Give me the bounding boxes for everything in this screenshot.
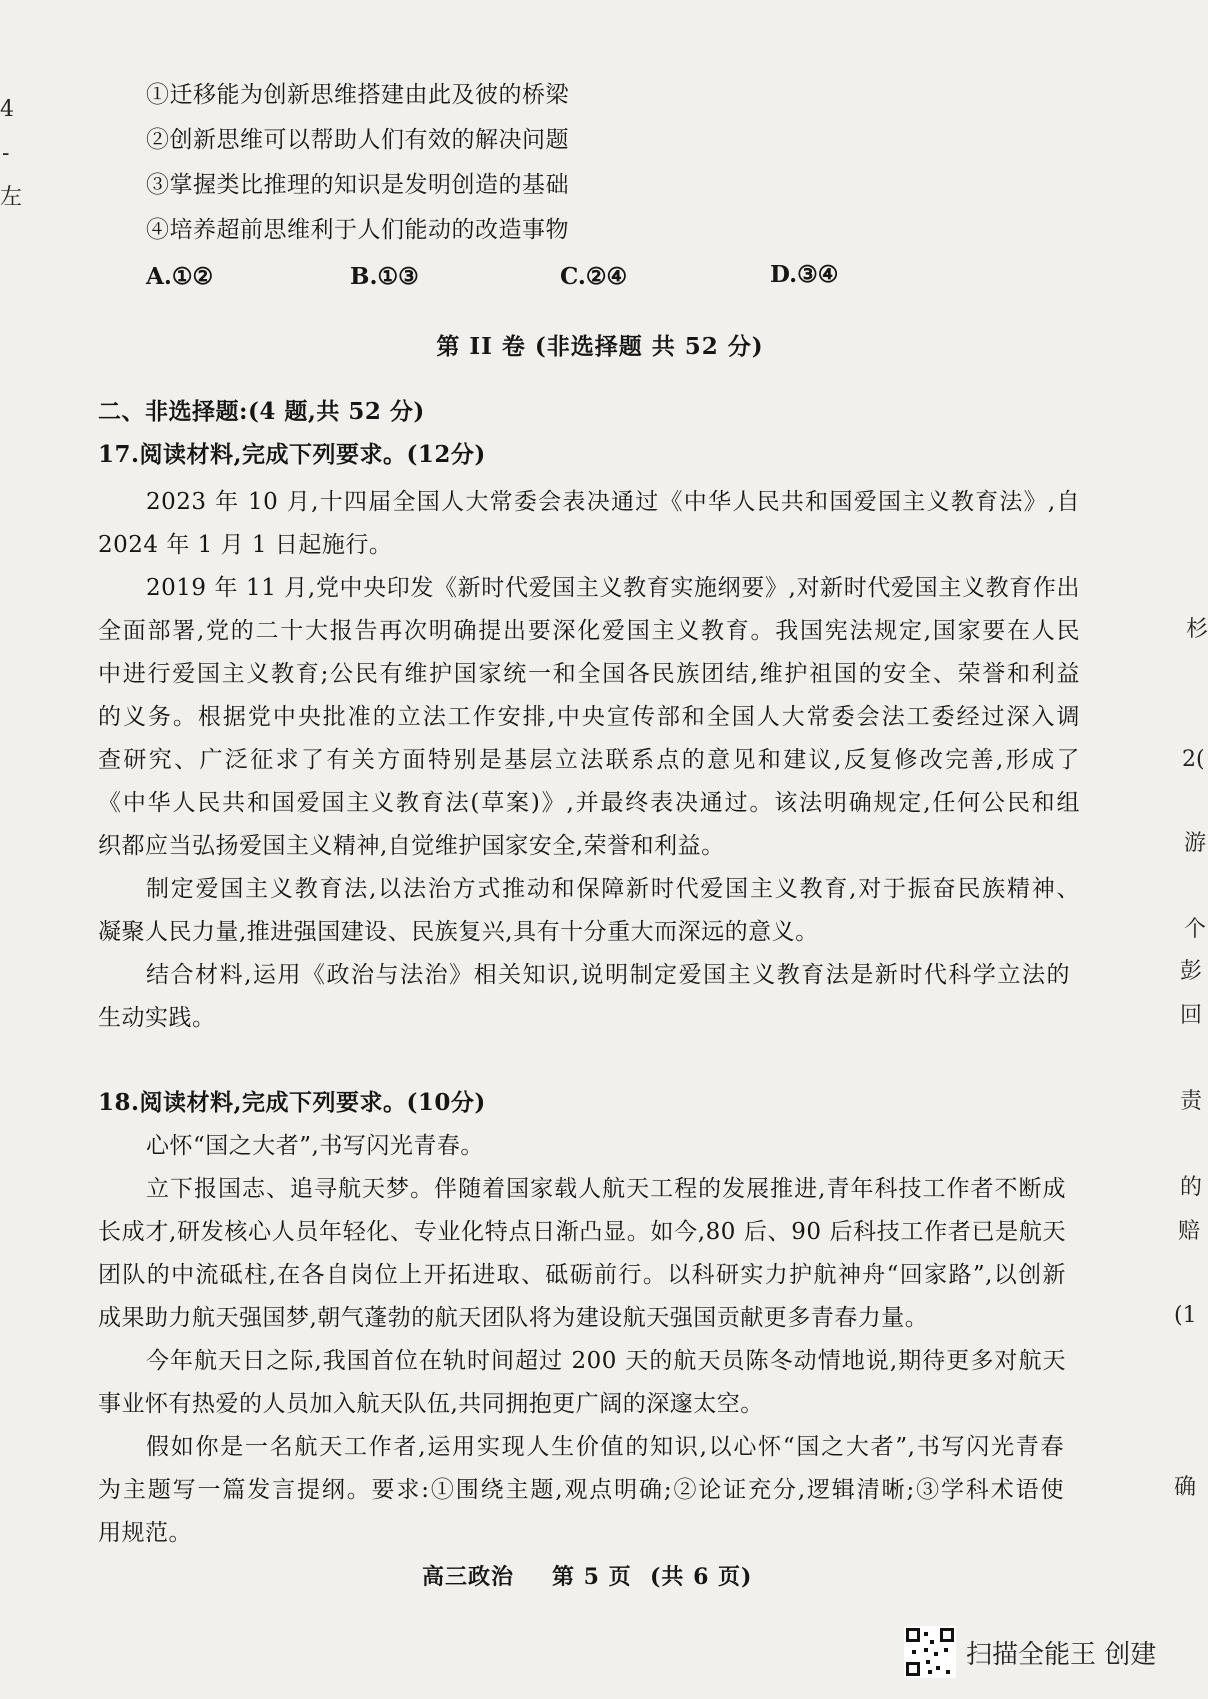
q18-line: 团队的中流砥柱,在各自岗位上开拓进取、砥砺前行。以科研实力护航神舟“回家路”,以创新 bbox=[98, 1262, 1066, 1288]
qr-code-icon bbox=[904, 1626, 956, 1678]
q18-question: 用规范。 bbox=[98, 1520, 192, 1546]
q17-question: 结合材料,运用《政治与法治》相关知识,说明制定爱国主义教育法是新时代科学立法的 bbox=[146, 962, 1070, 988]
q17-line: 查研究、广泛征求了有关方面特别是基层立法联系点的意见和建议,反复修改完善,形成了 bbox=[98, 747, 1080, 773]
option-c: C.②④ bbox=[560, 263, 628, 290]
q17-line: 2019 年 11 月,党中央印发《新时代爱国主义教育实施纲要》,对新时代爱国主义教育作出 bbox=[146, 575, 1080, 601]
left-edge-fragment: 左 bbox=[0, 185, 23, 210]
q18-question: 为主题写一篇发言提纲。要求:①围绕主题,观点明确;②论证充分,逻辑清晰;③学科术语使 bbox=[98, 1477, 1064, 1503]
statement-2: ②创新思维可以帮助人们有效的解决问题 bbox=[146, 127, 569, 153]
right-edge-fragment: (1 bbox=[1174, 1303, 1197, 1328]
section-title: 二、非选择题:(4 题,共 52 分) bbox=[98, 398, 425, 425]
right-edge-fragment: 2( bbox=[1182, 747, 1205, 772]
right-edge-fragment: 彭 bbox=[1180, 959, 1203, 984]
option-a: A.①② bbox=[146, 263, 214, 290]
q18-theme: 心怀“国之大者”,书写闪光青春。 bbox=[146, 1133, 484, 1159]
q17-line: 的义务。根据党中央批准的立法工作安排,中央宣传部和全国人大常委会法工委经过深入调 bbox=[98, 704, 1080, 730]
option-b: B.①③ bbox=[350, 263, 419, 290]
q17-line: 制定爱国主义教育法,以法治方式推动和保障新时代爱国主义教育,对于振奋民族精神、 bbox=[146, 876, 1080, 902]
q18-line: 立下报国志、追寻航天梦。伴随着国家载人航天工程的发展推进,青年科技工作者不断成 bbox=[146, 1176, 1066, 1202]
q17-line: 2023 年 10 月,十四届全国人大常委会表决通过《中华人民共和国爱国主义教育法》,自 bbox=[146, 489, 1080, 515]
q17-title: 17.阅读材料,完成下列要求。(12分) bbox=[98, 441, 486, 468]
q17-line: 凝聚人民力量,推进强国建设、民族复兴,具有十分重大而深远的意义。 bbox=[98, 919, 819, 945]
footer-page: 第 5 页 bbox=[552, 1564, 632, 1590]
q18-line: 事业怀有热爱的人员加入航天队伍,共同拥抱更广阔的深邃太空。 bbox=[98, 1391, 764, 1417]
q17-line: 织都应当弘扬爱国主义精神,自觉维护国家安全,荣誉和利益。 bbox=[98, 833, 725, 859]
left-edge-fragment: 4 bbox=[0, 97, 14, 122]
q18-title: 18.阅读材料,完成下列要求。(10分) bbox=[98, 1089, 486, 1116]
q18-line: 成果助力航天强国梦,朝气蓬勃的航天团队将为建设航天强国贡献更多青春力量。 bbox=[98, 1305, 929, 1331]
right-edge-fragment: 的 bbox=[1180, 1175, 1203, 1200]
q18-line: 长成才,研发核心人员年轻化、专业化特点日渐凸显。如今,80 后、90 后科技工作者已是航天 bbox=[98, 1219, 1066, 1245]
right-edge-fragment: 个 bbox=[1184, 917, 1207, 942]
right-edge-fragment: 回 bbox=[1180, 1003, 1203, 1028]
q17-question: 生动实践。 bbox=[98, 1005, 216, 1031]
q17-line: 全面部署,党的二十大报告再次明确提出要深化爱国主义教育。我国宪法规定,国家要在人民 bbox=[98, 618, 1080, 644]
statement-1: ①迁移能为创新思维搭建由此及彼的桥梁 bbox=[146, 82, 569, 108]
right-edge-fragment: 赔 bbox=[1178, 1219, 1201, 1244]
part-title: 第 II 卷 (非选择题 共 52 分) bbox=[436, 333, 764, 360]
q17-line: 中进行爱国主义教育;公民有维护国家统一和全国各民族团结,维护祖国的安全、荣誉和利益 bbox=[98, 661, 1080, 687]
right-edge-fragment: 确 bbox=[1174, 1475, 1197, 1500]
right-edge-fragment: 游 bbox=[1184, 831, 1207, 856]
q18-line: 今年航天日之际,我国首位在轨时间超过 200 天的航天员陈冬动情地说,期待更多对航天 bbox=[146, 1348, 1066, 1374]
q17-line: 《中华人民共和国爱国主义教育法(草案)》,并最终表决通过。该法明确规定,任何公民和组 bbox=[98, 790, 1080, 816]
statement-4: ④培养超前思维利于人们能动的改造事物 bbox=[146, 217, 569, 243]
right-edge-fragment: 责 bbox=[1180, 1089, 1203, 1114]
option-d: D.③④ bbox=[770, 261, 839, 288]
left-edge-fragment: - bbox=[2, 141, 10, 166]
q18-question: 假如你是一名航天工作者,运用实现人生价值的知识,以心怀“国之大者”,书写闪光青春 bbox=[146, 1434, 1064, 1460]
statement-3: ③掌握类比推理的知识是发明创造的基础 bbox=[146, 172, 569, 198]
right-edge-fragment: 杉 bbox=[1186, 617, 1208, 642]
q17-line: 2024 年 1 月 1 日起施行。 bbox=[98, 532, 393, 558]
footer-total: (共 6 页) bbox=[650, 1564, 753, 1590]
scanner-watermark: 扫描全能王 创建 bbox=[966, 1640, 1157, 1670]
footer-subject: 高三政治 bbox=[422, 1564, 515, 1590]
